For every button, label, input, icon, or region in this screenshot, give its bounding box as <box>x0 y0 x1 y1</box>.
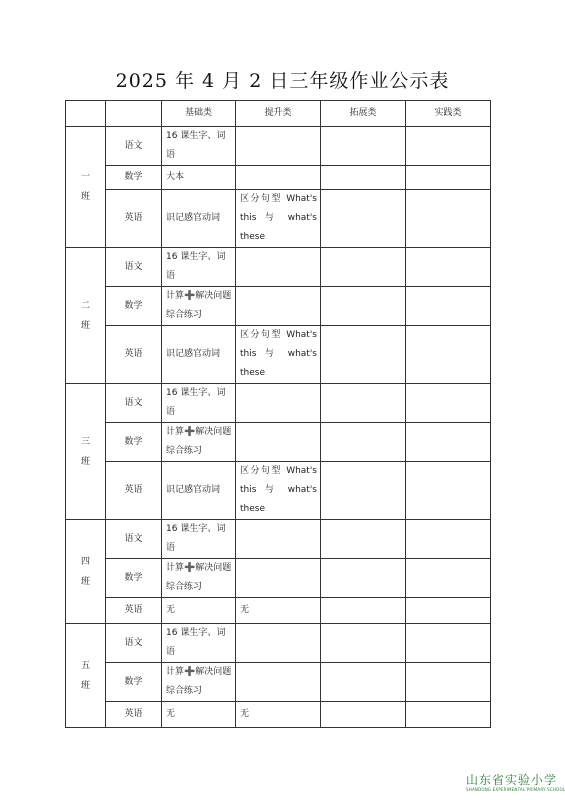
advanced-cell: 无 <box>236 598 321 624</box>
practice-cell <box>406 462 491 520</box>
header-class <box>66 101 106 127</box>
subject-cell: 英语 <box>106 702 162 728</box>
homework-table <box>65 100 491 728</box>
class-label-number: 一 <box>80 172 90 182</box>
basic-cell: 无 <box>162 702 236 728</box>
extended-cell <box>321 190 406 248</box>
subject-cell: 英语 <box>106 326 162 384</box>
table-row <box>66 287 491 326</box>
table-row <box>66 520 491 559</box>
advanced-cell <box>236 520 321 559</box>
basic-cell: 识记感官动词 <box>162 190 236 248</box>
basic-cell: 识记感官动词 <box>162 462 236 520</box>
subject-cell: 英语 <box>106 598 162 624</box>
table-row <box>66 559 491 598</box>
subject-cell: 数学 <box>106 166 162 190</box>
extended-cell <box>321 166 406 190</box>
table-row <box>66 624 491 663</box>
extended-cell <box>321 462 406 520</box>
extended-cell <box>321 559 406 598</box>
school-logo-english: SHANDONG EXPERIMENTAL PRIMARY SCHOOL <box>466 787 565 792</box>
extended-cell <box>321 287 406 326</box>
table-row <box>66 326 491 384</box>
subject-cell: 数学 <box>106 663 162 702</box>
extended-cell <box>321 127 406 166</box>
table-row <box>66 423 491 462</box>
practice-cell <box>406 598 491 624</box>
school-logo-name: 山东省实验小学 <box>466 773 558 787</box>
table-row <box>66 384 491 423</box>
basic-cell: 大本 <box>162 166 236 190</box>
practice-cell <box>406 127 491 166</box>
header-practice: 实践类 <box>406 101 491 127</box>
table-row <box>66 702 491 728</box>
advanced-cell <box>236 663 321 702</box>
advanced-cell <box>236 559 321 598</box>
class-cell <box>66 520 106 624</box>
basic-cell: 计算➕解决问题综合练习 <box>162 559 236 598</box>
basic-cell: 16 课生字、词语 <box>162 520 236 559</box>
practice-cell <box>406 423 491 462</box>
practice-cell <box>406 287 491 326</box>
header-basic: 基础类 <box>162 101 236 127</box>
advanced-cell: 区分句型 What's this 与 what's these <box>236 462 321 520</box>
practice-cell <box>406 248 491 287</box>
practice-cell <box>406 624 491 663</box>
class-cell <box>66 384 106 520</box>
extended-cell <box>321 384 406 423</box>
class-label-suffix: 班 <box>80 320 90 331</box>
advanced-cell <box>236 384 321 423</box>
table-row <box>66 248 491 287</box>
advanced-cell <box>236 248 321 287</box>
practice-cell <box>406 702 491 728</box>
class-label-number: 三 <box>80 436 90 447</box>
extended-cell <box>321 326 406 384</box>
advanced-cell <box>236 166 321 190</box>
practice-cell <box>406 190 491 248</box>
subject-cell: 语文 <box>106 384 162 423</box>
extended-cell <box>321 248 406 287</box>
basic-cell: 识记感官动词 <box>162 326 236 384</box>
subject-cell: 语文 <box>106 127 162 166</box>
practice-cell <box>406 326 491 384</box>
advanced-cell: 区分句型 What's this 与 what's these <box>236 326 321 384</box>
subject-cell: 英语 <box>106 190 162 248</box>
class-label-number: 二 <box>80 300 90 311</box>
extended-cell <box>321 663 406 702</box>
advanced-cell <box>236 423 321 462</box>
class-cell <box>66 127 106 248</box>
extended-cell <box>321 624 406 663</box>
class-label-number: 四 <box>80 556 90 567</box>
advanced-cell <box>236 624 321 663</box>
extended-cell <box>321 423 406 462</box>
advanced-cell <box>236 127 321 166</box>
basic-cell: 计算➕解决问题综合练习 <box>162 663 236 702</box>
subject-cell: 数学 <box>106 559 162 598</box>
class-label-suffix: 班 <box>80 192 90 202</box>
basic-cell: 无 <box>162 598 236 624</box>
practice-cell <box>406 520 491 559</box>
class-label-number: 五 <box>80 660 90 671</box>
basic-cell: 16 课生字、词语 <box>162 127 236 166</box>
table-row <box>66 166 491 190</box>
basic-cell: 16 课生字、词语 <box>162 624 236 663</box>
subject-cell: 数学 <box>106 423 162 462</box>
header-extended: 拓展类 <box>321 101 406 127</box>
class-label-suffix: 班 <box>80 456 90 467</box>
extended-cell <box>321 598 406 624</box>
class-label-suffix: 班 <box>80 576 90 587</box>
table-row <box>66 663 491 702</box>
page-title: 2025 年 4 月 2 日三年级作业公示表 <box>115 70 450 92</box>
basic-cell: 16 课生字、词语 <box>162 248 236 287</box>
basic-cell: 计算➕解决问题综合练习 <box>162 287 236 326</box>
header-row <box>66 101 491 127</box>
practice-cell <box>406 166 491 190</box>
class-cell <box>66 248 106 384</box>
extended-cell <box>321 702 406 728</box>
basic-cell: 16 课生字、词语 <box>162 384 236 423</box>
header-advanced: 提升类 <box>236 101 321 127</box>
subject-cell: 英语 <box>106 462 162 520</box>
class-label-suffix: 班 <box>80 680 90 691</box>
practice-cell <box>406 384 491 423</box>
subject-cell: 数学 <box>106 287 162 326</box>
table-row <box>66 190 491 248</box>
subject-cell: 语文 <box>106 248 162 287</box>
subject-cell: 语文 <box>106 520 162 559</box>
advanced-cell <box>236 287 321 326</box>
table-row <box>66 127 491 166</box>
table-row <box>66 462 491 520</box>
practice-cell <box>406 559 491 598</box>
header-subject <box>106 101 162 127</box>
advanced-cell: 区分句型 What's this 与 what's these <box>236 190 321 248</box>
class-cell <box>66 624 106 728</box>
practice-cell <box>406 663 491 702</box>
table-row <box>66 598 491 624</box>
extended-cell <box>321 520 406 559</box>
school-logo <box>466 773 565 800</box>
subject-cell: 语文 <box>106 624 162 663</box>
basic-cell: 计算➕解决问题综合练习 <box>162 423 236 462</box>
advanced-cell: 无 <box>236 702 321 728</box>
